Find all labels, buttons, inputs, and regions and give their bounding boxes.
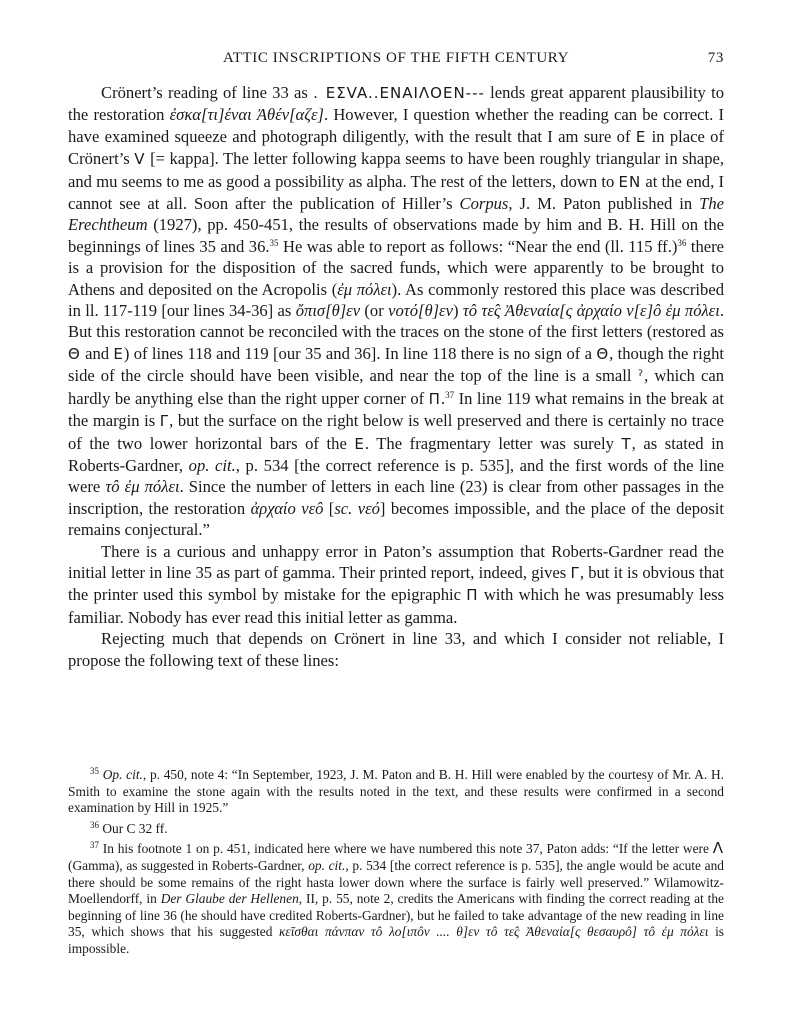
text-run: , p. 534 [the correct reference is p. 535], the angle would be acute and there should be some remains of the right hasta lower down where the surface is fairly well preserved.” Wilamowitz-Moellendorff, in — [68, 857, 724, 907]
epigraphic-letter: T — [621, 434, 632, 453]
footnote-37 — [68, 837, 724, 957]
running-head — [68, 50, 724, 72]
text-run: , but the surface on the right below is well preserved and there is certainly no trace of the two lower horizontal bars of the — [68, 411, 724, 453]
text-run: with which he was presumably less familiar. Nobody has ever read this initial letter as gamma. — [68, 585, 724, 627]
italic-text: κεῖσθαι πάνπαν τô λο[ιπôν .... θ]εν τô τε̂ς Ἀθεναία[ς θεσαυρô] τô ἐμ πόλει — [279, 924, 709, 940]
text-run: . But this restoration cannot be reconciled with the traces on the stone of the first letters (restored as — [68, 301, 724, 342]
epigraphic-letter: . EΣVA..ENAIΛOEN--- — [313, 84, 485, 102]
text-run: is impossible. — [68, 924, 725, 956]
epigraphic-letter: Π — [466, 586, 479, 605]
epigraphic-letter: Λ — [712, 839, 724, 858]
footnote-number: 37 — [90, 840, 99, 851]
italic-text: Op. cit. — [102, 767, 143, 782]
italic-text: ὄπισ[θ]εν — [295, 301, 361, 321]
running-title: ATTIC INSCRIPTIONS OF THE FIFTH CENTURY — [222, 50, 570, 66]
text-run: Our C 32 ff. — [102, 820, 168, 836]
text-run: at the end, I cannot see at all. Soon after the publication of Hiller’s — [68, 171, 725, 214]
text-run: (1927), pp. 450-451, the results of observations made by him and B. H. Hill on the beginnings of lines 35 and 36. — [68, 215, 724, 256]
footnote-35 — [68, 763, 724, 817]
text-run: (or — [360, 301, 389, 321]
footnote-number: 36 — [90, 819, 99, 830]
epigraphic-letter: V — [134, 150, 146, 169]
text-run: Crönert’s reading of line 33 as — [101, 83, 314, 102]
italic-text: The Erechtheum — [68, 194, 725, 235]
italic-text: τô τε̂ς Ἀθεναία[ς ἀρχαίο ν[ε]ô ἐμ πόλει — [462, 301, 720, 321]
text-run: . Since the number of letters in each line (23) is clear from other passages in the inscription, the restoration — [68, 477, 724, 518]
paragraph-2 — [68, 541, 724, 629]
text-run: , II, p. 55, note 2, credits the Americans with finding the correct reading at the beginning of line 36 (he should have credited Roberts-Gardner), but he failed to take advantage of the new reading in line 35, which shows that his suggested — [68, 891, 724, 940]
footnote-36 — [68, 817, 724, 838]
epigraphic-letter: E — [635, 127, 647, 146]
footnote-reference: 36 — [677, 237, 687, 248]
paragraph-1 — [68, 82, 724, 541]
footnote-number: 35 — [90, 766, 99, 776]
footnote-reference: 35 — [269, 237, 279, 248]
epigraphic-letter: Θ — [596, 344, 610, 363]
text-run: (Gamma), as suggested in Roberts-Gardner, — [68, 857, 309, 873]
text-run: There is a curious and unhappy error in Paton’s assumption that Roberts-Gardner read the initial letter in line 35 as part of gamma. Their printed report, indeed, gives — [68, 541, 724, 582]
italic-text: Corpus — [459, 194, 509, 214]
text-run: , which can hardly be anything else than the right upper corner of — [68, 366, 724, 408]
text-run: [ — [323, 498, 335, 518]
text-run: ). As commonly restored this place was described in ll. 117-119 [our lines 34-36] as — [68, 279, 724, 321]
text-run: ) — [452, 301, 463, 321]
footnote-reference: 37 — [445, 389, 455, 400]
epigraphic-letter: EN — [618, 172, 642, 191]
italic-text: ἀρχαίο νεô — [250, 498, 324, 518]
footnotes — [68, 763, 724, 958]
italic-text: sc. νεό — [334, 498, 380, 518]
text-run: , but it is obvious that the printer used this symbol by mistake for the epigraphic — [68, 562, 724, 605]
italic-text: ἐμ πόλει — [337, 279, 392, 299]
body-text — [68, 82, 724, 671]
text-run: He was able to report as follows: “Near the end (ll. 115 ff.) — [278, 236, 678, 256]
text-run: there is a provision for the disposition of the sacred funds, which were apparently to be brought to Athens and deposited on the Acropolis ( — [68, 236, 725, 299]
text-run: Rejecting much that depends on Crönert in line 33, and which I consider not reliable, I propose the following text of these lines: — [68, 629, 724, 670]
text-run: . However, I question whether the reading can be correct. I have examined squeeze and photograph diligently, with the result that I am sure of — [68, 105, 724, 146]
text-run: . The fragmentary letter was surely — [364, 433, 622, 453]
text-run: , though the right side of the circle should have been visible, and near the top of the line is a small — [68, 343, 724, 386]
paragraph-3 — [68, 628, 724, 671]
text-run: [= kappa]. The letter following kappa seems to have been roughly triangular in shape, and mu seems to me as good a possibility as alpha. The rest of the letters, down to — [68, 149, 725, 191]
text-run: , as stated in Roberts-Gardner, — [68, 433, 724, 475]
text-run: and — [80, 343, 114, 363]
text-run: , J. M. Paton published in — [508, 194, 700, 214]
italic-text: νοτό[θ]εν — [388, 301, 453, 321]
italic-text: ἐσκα[τι]έναι Ἀθέν[αζε] — [169, 105, 324, 125]
italic-text: op. cit. — [188, 455, 236, 475]
text-run: lends great apparent plausibility to the restoration — [68, 83, 725, 125]
epigraphic-letter: Π — [428, 389, 441, 408]
page-number: 73 — [707, 50, 724, 66]
text-run: ) of lines 118 and 119 [our 35 and 36]. In line 118 there is no sign of a — [123, 343, 597, 363]
epigraphic-letter: Γ — [159, 412, 170, 431]
epigraphic-letter: Θ — [68, 344, 81, 363]
text-run: , p. 534 [the correct reference is p. 535], and the first words of the line were — [68, 455, 725, 497]
epigraphic-letter: E — [113, 344, 124, 363]
italic-text: op. cit. — [308, 857, 346, 873]
text-run: . — [440, 388, 446, 408]
epigraphic-letter: Γ — [570, 563, 580, 582]
italic-text: Der Glaube der Hellenen — [160, 891, 299, 907]
text-run: , p. 450, note 4: “In September, 1923, J. M. Paton and B. H. Hill were enabled by the courtesy of Mr. A. H. Smith to examine the stone again with the results noted in the text, and these results were confirmed in a second examination by Hill in 1925.” — [68, 767, 725, 816]
text-run: ] becomes impossible, and the place of the deposit remains conjectural.” — [68, 498, 724, 540]
epigraphic-letter: ˀ — [637, 367, 645, 386]
text-run: In his footnote 1 on p. 451, indicated here where we have numbered this note 37, Paton adds: “If the letter were — [102, 841, 713, 857]
text-run: in place of Crönert’s — [68, 126, 724, 169]
italic-text: τô ἐμ πόλει — [105, 477, 180, 497]
epigraphic-letter: E — [354, 434, 365, 453]
text-run: In line 119 what remains in the break at the margin is — [68, 388, 724, 431]
